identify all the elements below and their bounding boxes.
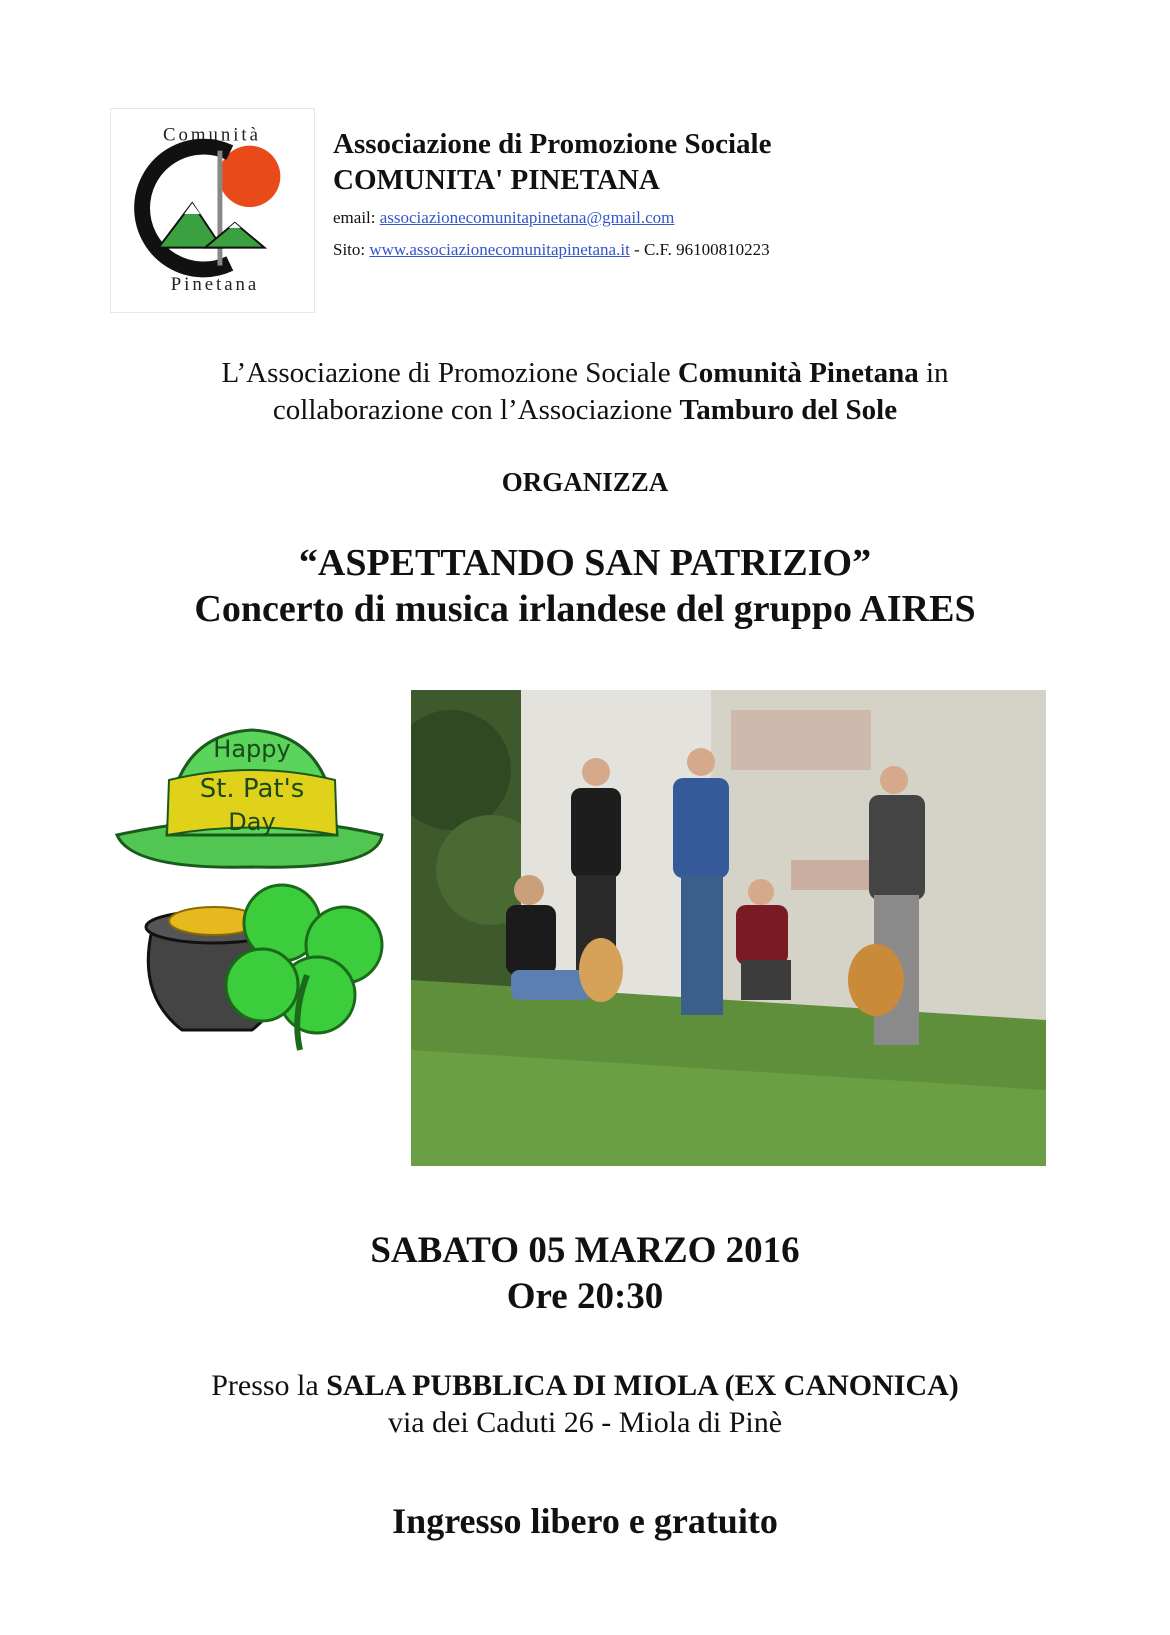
band-photo (411, 690, 1046, 1166)
site-row (333, 234, 933, 266)
event-subtitle: Concerto di musica irlandese del gruppo AIRES (194, 588, 976, 630)
intro-text-3: collaborazione con l’Associazione (272, 394, 680, 426)
intro-partner-name: Tamburo del Sole (679, 394, 898, 426)
logo-text-bottom: Pinetana (170, 274, 260, 296)
header-info (333, 126, 933, 266)
location-address: via dei Caduti 26 - Miola di Pinè (387, 1406, 783, 1439)
site-link[interactable]: www.associazionecomunitapinetana.it (369, 240, 630, 259)
event-title: “ASPETTANDO SAN PATRIZIO” (298, 542, 872, 584)
logo-text-top: Comunità (163, 124, 261, 146)
association-logo (110, 108, 315, 313)
intro-text-1: L’Associazione di Promozione Sociale (221, 357, 678, 389)
email-row (333, 202, 933, 234)
tax-code: - C.F. 96100810223 (629, 240, 770, 259)
st-patricks-hat-illustration (112, 695, 392, 1075)
email-label: email: (333, 208, 380, 227)
entry-note: Ingresso libero e gratuito (392, 1501, 778, 1541)
location-prefix: Presso la (211, 1369, 327, 1402)
intro-org-name: Comunità Pinetana (677, 357, 919, 389)
event-time: Ore 20:30 (506, 1276, 664, 1317)
location-venue: SALA PUBBLICA DI MIOLA (EX CANONICA) (326, 1369, 959, 1402)
hat-text-1: Happy (213, 735, 291, 763)
site-label: Sito: (333, 240, 370, 259)
organizza-heading: ORGANIZZA (501, 467, 669, 497)
email-link[interactable]: associazionecomunitapinetana@gmail.com (379, 208, 675, 227)
hat-text-2: St. Pat's (199, 774, 305, 804)
hat-text-3: Day (228, 808, 276, 836)
event-location (0, 1367, 1170, 1441)
event-date: SABATO 05 MARZO 2016 (370, 1230, 800, 1271)
intro-paragraph (0, 355, 1170, 429)
org-name-line1: Associazione di Promozione Sociale (333, 128, 772, 160)
event-datetime (0, 1228, 1170, 1320)
event-title-block (0, 540, 1170, 632)
org-name-line2: COMUNITA' PINETANA (333, 164, 660, 196)
intro-text-2: in (918, 357, 949, 389)
